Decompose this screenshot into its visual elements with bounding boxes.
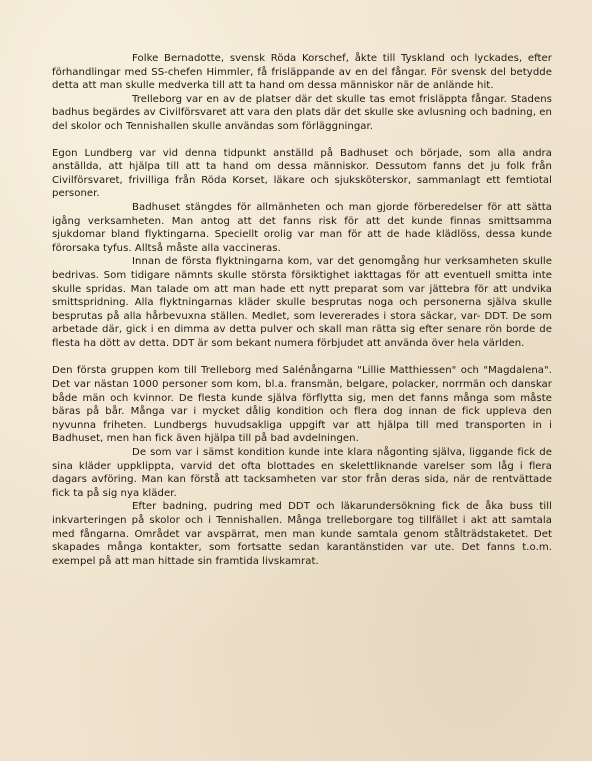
paragraph-7: De som var i sämst kondition kunde inte klara någonting själva, liggande fick de sina kläder uppklippta, varvid det ofta blottades en skelettliknande varelser som låg i flera dagars avföring. Man kan förstå att tacksamheten var stor från deras sida, när de rentvättade fick ta på sig nya kläder. <box>52 447 552 499</box>
paragraph-4: Badhuset stängdes för allmänheten och man gjorde förberedelser för att sätta igång verksamheten. Man antog att det fanns risk för att det kunde finnas smittsamma sjukdomar bland flyktingarna. Speciellt orolig var man för att de hade klädlöss, dessa kunde förorsaka tyfus. Alltså måste alla vaccineras. <box>52 201 552 254</box>
paragraph-5: Innan de första flyktningarna kom, var det genomgång hur verksamheten skulle bedrivas. Som tidigare nämnts skulle största försiktighet iakttagas för att eventuell smitta inte skulle spridas. Man talade om att man hade ett nytt preparat som var jättebra för att undvika smittspridning. Alla flyktningarnas kläder skulle besprutas noga och personerna själva skulle besprutas på alla hårbevuxna ställen. Medlet, som levererades i stora säckar, var- DDT. De som arbetade där, gick i en dimma av detta pulver och skall man rätta sig efter senare rön borde de flesta ha dött av detta. DDT är som bekant numera förbjudet att använda över hela världen. <box>52 256 552 349</box>
paragraph-3: Egon Lundberg var vid denna tidpunkt anställd på Badhuset och började, som alla andra anställda, att hjälpa till att ta hand om dessa människor. Dessutom fanns det ju folk från Civilförsvaret, frivilliga från Röda Korset, läkare och sjuksköterskor, sammanlagt ett femtiotal personer. <box>52 147 552 200</box>
document-body <box>52 52 552 568</box>
paragraph-2: Trelleborg var en av de platser där det skulle tas emot frisläppta fångar. Stadens badhus begärdes av Civilförsvaret att vara den plats där det skulle ske avlusning och badning, en del skolor och Tennishallen skulle användas som förläggningar. <box>52 93 552 132</box>
paragraph-8: Efter badning, pudring med DDT och läkarundersökning fick de åka buss till inkvarteringen på skolor och i Tennishallen. Många trelleborgare tog tillfället i akt att samtala med fångarna. Området var avspärrat, men man kunde samtala genom stålträdstaketet. Det skapades många kontakter, som fortsatte sedan karantänstiden var ute. Det fanns t.o.m. exempel på att man hittade sin framtida livskamrat. <box>52 501 552 567</box>
paragraph-6: Den första gruppen kom till Trelleborg med Salénångarna "Lillie Matthiessen" och "Magdalena". Det var nästan 1000 personer som kom, bl.a. fransmän, belgare, polacker, norrmän och danskar både män och kvinnor. De flesta kunde själva förflytta sig, men det fanns många som måste bäras på bår. Många var i mycket dålig kondition och flera dog innan de fick uppleva den nyvunna friheten. Lundbergs huvudsakliga uppgift var att hjälpa till med transporten in i Badhuset, men han fick även hjälpa till på bad avdelningen. <box>52 365 552 445</box>
paragraph-1: Folke Bernadotte, svensk Röda Korschef, åkte till Tyskland och lyckades, efter förhandlingar med SS-chefen Himmler, få frisläppande av en del fångar. För svensk del betydde detta att man skulle medverka till att ta hand om dessa människor när de anlände hit. <box>52 53 552 92</box>
